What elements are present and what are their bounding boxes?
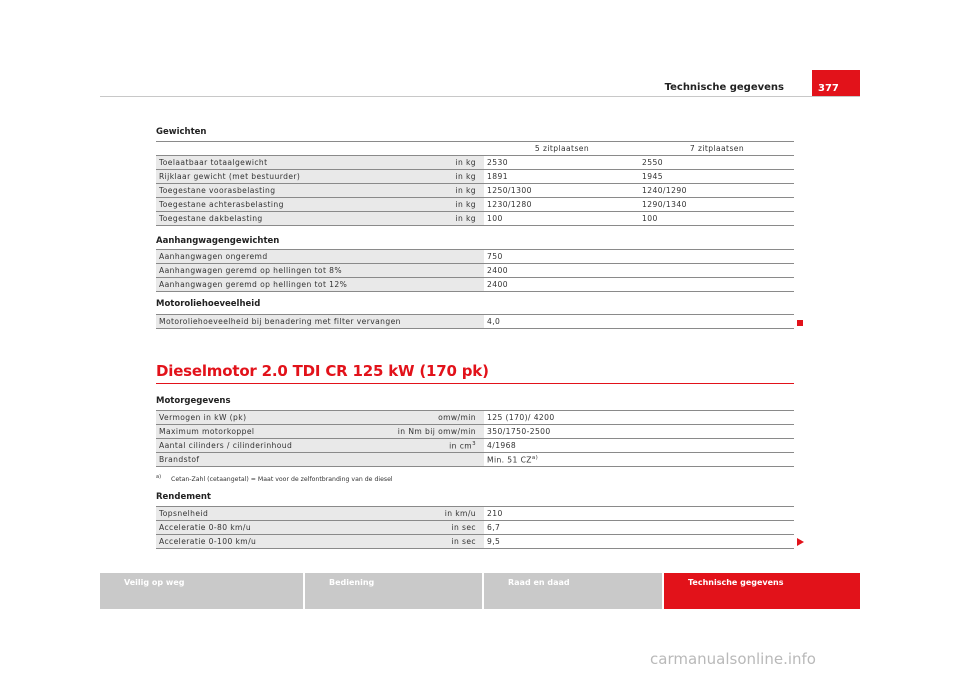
row-value: 100 [484, 212, 639, 226]
section-title-underline [156, 383, 794, 384]
table-row [156, 535, 794, 549]
trailer-table [156, 249, 794, 292]
row-value: 6,7 [484, 521, 794, 535]
footnote [156, 474, 393, 483]
row-unit: in sec [451, 537, 476, 546]
row-label: Rijklaar gewicht (met bestuurder) [159, 172, 301, 181]
section-end-marker [797, 320, 803, 326]
row-value: 1290/1340 [639, 198, 794, 212]
row-label: Toelaatbaar totaalgewicht [159, 158, 268, 167]
row-value: 100 [639, 212, 794, 226]
table-row [156, 250, 794, 264]
row-label: Aanhangwagen geremd op hellingen tot 8% [156, 264, 484, 278]
row-unit: in Nm bij omw/min [397, 427, 476, 436]
table-row [156, 521, 794, 535]
row-unit: in km/u [444, 509, 476, 518]
footer-tab-raad-en-daad[interactable]: Raad en daad [484, 573, 662, 609]
table-header-row [156, 142, 794, 156]
table-row [156, 264, 794, 278]
table-row [156, 198, 794, 212]
table-row [156, 184, 794, 198]
row-value: 125 (170)/ 4200 [484, 411, 794, 425]
table-row [156, 411, 794, 425]
footnote-text: Cetan-Zahl (cetaangetal) = Maat voor de zelfontbranding van de diesel [171, 476, 393, 484]
row-unit: in kg [455, 172, 476, 181]
row-unit: in kg [455, 214, 476, 223]
row-value: 2550 [639, 156, 794, 170]
header-divider [100, 96, 860, 97]
footnote-ref[interactable]: a) [531, 454, 539, 461]
footer-tab-veilig-op-weg[interactable]: Veilig op weg [100, 573, 303, 609]
row-value: 1891 [484, 170, 639, 184]
performance-table [156, 506, 794, 549]
footer-tab-bediening[interactable]: Bediening [305, 573, 482, 609]
row-label: Toegestane achterasbelasting [159, 200, 284, 209]
row-label: Acceleratie 0-100 km/u [159, 537, 257, 546]
watermark: carmanualsonline.info [650, 650, 816, 668]
row-value: 9,5 [484, 535, 794, 549]
row-value: 1945 [639, 170, 794, 184]
performance-label: Rendement [156, 492, 211, 502]
section-title: Dieselmotor 2.0 TDI CR 125 kW (170 pk) [156, 362, 489, 380]
row-label: Brandstof [159, 455, 200, 464]
row-value: 4/1968 [484, 439, 794, 453]
row-value: 350/1750-2500 [484, 425, 794, 439]
row-value: 210 [484, 507, 794, 521]
table-row [156, 453, 794, 467]
row-unit: in kg [455, 200, 476, 209]
row-label: Motoroliehoeveelheid bij benadering met filter vervangen [156, 315, 484, 329]
table-row [156, 315, 794, 329]
col-header-5-seats: 5 zitplaatsen [484, 142, 639, 156]
table-row [156, 156, 794, 170]
row-value: 4,0 [484, 315, 794, 329]
table-row [156, 425, 794, 439]
row-label: Aantal cilinders / cilinderinhoud [159, 440, 293, 450]
engine-table [156, 410, 794, 467]
row-label: Aanhangwagen geremd op hellingen tot 12% [156, 278, 484, 292]
trailer-label: Aanhangwagengewichten [156, 236, 280, 246]
footer-tab-technische-gegevens[interactable]: Technische gegevens [664, 573, 860, 609]
table-row [156, 212, 794, 226]
oil-label: Motoroliehoeveelheid [156, 299, 261, 309]
table-row [156, 507, 794, 521]
row-unit: omw/min [438, 413, 476, 422]
footer-nav [100, 573, 860, 609]
row-value: 2530 [484, 156, 639, 170]
footnote-mark: a) [156, 474, 162, 480]
oil-table [156, 314, 794, 329]
engine-label: Motorgegevens [156, 396, 231, 406]
table-row [156, 278, 794, 292]
row-label: Topsnelheid [159, 509, 209, 518]
row-value: 1250/1300 [484, 184, 639, 198]
col-header-7-seats: 7 zitplaatsen [639, 142, 794, 156]
row-value: 1240/1290 [639, 184, 794, 198]
page-header-title: Technische gegevens [664, 82, 784, 93]
row-value: 2400 [484, 264, 794, 278]
row-value: Min. 51 CZ$^{a)}$ [484, 453, 794, 467]
page-number: 377 [812, 70, 860, 97]
next-page-arrow-icon[interactable] [797, 538, 804, 546]
row-label: Acceleratie 0-80 km/u [159, 523, 252, 532]
row-unit: in $cm^3$ [449, 440, 476, 451]
row-value: 750 [484, 250, 794, 264]
table-row [156, 439, 794, 453]
table-row [156, 170, 794, 184]
row-label: Maximum motorkoppel [159, 427, 255, 436]
row-unit: in kg [455, 158, 476, 167]
weights-table [156, 141, 794, 226]
row-label: Toegestane dakbelasting [159, 214, 263, 223]
row-label: Aanhangwagen ongeremd [156, 250, 484, 264]
row-label: Toegestane voorasbelasting [159, 186, 276, 195]
weights-label: Gewichten [156, 127, 207, 137]
row-label: Vermogen in kW (pk) [159, 413, 247, 422]
row-value: 1230/1280 [484, 198, 639, 212]
row-unit: in kg [455, 186, 476, 195]
row-unit: in sec [451, 523, 476, 532]
row-value: 2400 [484, 278, 794, 292]
